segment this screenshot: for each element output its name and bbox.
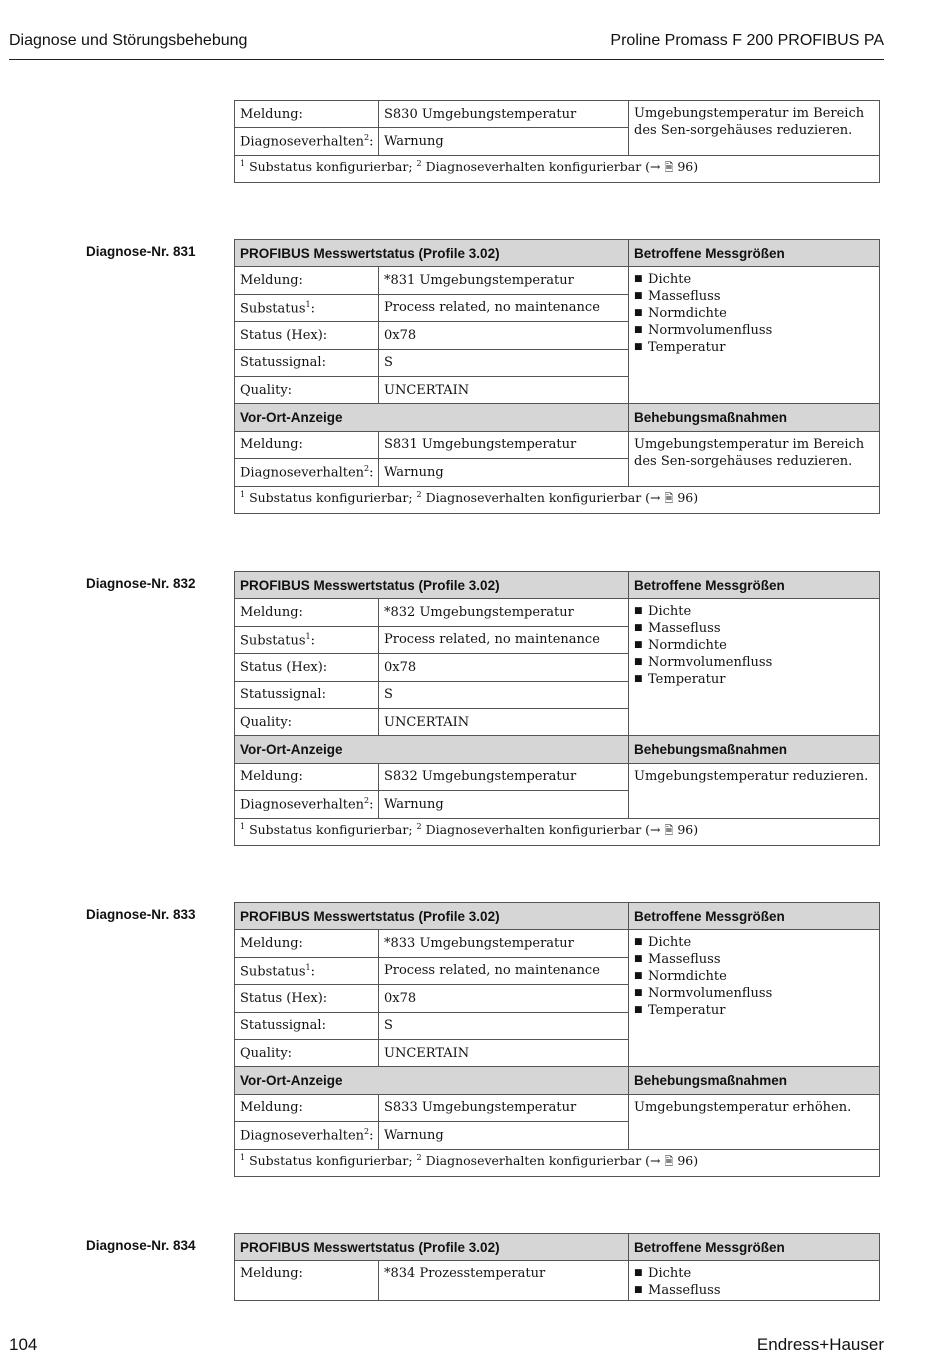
- diagnoseverhalten-value: Warnung: [379, 128, 629, 155]
- affected-variables-cell: [629, 1261, 880, 1301]
- affected-variables-list: [634, 1265, 874, 1299]
- profibus-status-header: PROFIBUS Messwertstatus (Profile 3.02): [235, 903, 629, 930]
- list-item: ■ Temperatur: [634, 671, 874, 688]
- diagnoseverhalten-value: Warnung: [379, 791, 629, 818]
- local-meldung-label: Meldung:: [235, 431, 379, 458]
- substatus-label: Substatus$^1$:: [235, 957, 379, 984]
- affected-variables-list: [634, 603, 874, 688]
- quality-value: UNCERTAIN: [379, 376, 629, 403]
- diagnosis-830-fragment-table: [234, 100, 880, 183]
- substatus-value: Process related, no maintenance: [379, 957, 629, 984]
- statussignal-label: Statussignal:: [235, 349, 379, 376]
- meldung-label: Meldung:: [235, 267, 379, 294]
- table-footnote: $^1$ Substatus konfigurierbar; $^2$ Diagnoseverhalten konfigurierbar (→ 🗎 96): [235, 1149, 880, 1176]
- page-header-product: Proline Promass F 200 PROFIBUS PA: [610, 32, 884, 49]
- local-meldung-value: S832 Umgebungstemperatur: [379, 763, 629, 790]
- local-display-header: Vor-Ort-Anzeige: [235, 1067, 629, 1094]
- document-icon: 🗎: [664, 492, 674, 506]
- status-hex-value: 0x78: [379, 322, 629, 349]
- substatus-label: Substatus$^1$:: [235, 626, 379, 653]
- meldung-value: *833 Umgebungstemperatur: [379, 930, 629, 957]
- statussignal-value: S: [379, 1012, 629, 1039]
- meldung-label: Meldung:: [235, 599, 379, 626]
- affected-variables-list: [634, 271, 874, 356]
- list-item: ■ Massefluss: [634, 288, 874, 305]
- list-item: ■ Normvolumenfluss: [634, 322, 874, 339]
- document-icon: 🗎: [664, 824, 674, 838]
- list-item: ■ Massefluss: [634, 951, 874, 968]
- diagnoseverhalten-value: Warnung: [379, 459, 629, 486]
- profibus-status-header: PROFIBUS Messwertstatus (Profile 3.02): [235, 240, 629, 267]
- list-item: ■ Dichte: [634, 603, 874, 620]
- meldung-value: *834 Prozesstemperatur: [379, 1261, 629, 1301]
- profibus-status-header: PROFIBUS Messwertstatus (Profile 3.02): [235, 1234, 629, 1261]
- status-hex-value: 0x78: [379, 985, 629, 1012]
- affected-variables-header: Betroffene Messgrößen: [629, 1234, 880, 1261]
- status-hex-label: Status (Hex):: [235, 985, 379, 1012]
- local-display-header: Vor-Ort-Anzeige: [235, 736, 629, 763]
- substatus-value: Process related, no maintenance: [379, 626, 629, 653]
- table-footnote: $^1$ Substatus konfigurierbar; $^2$ Diagnoseverhalten konfigurierbar (→ 🗎 96): [235, 818, 880, 845]
- affected-variables-cell: [629, 930, 880, 1067]
- diagnoseverhalten-label: Diagnoseverhalten$^2$:: [235, 459, 379, 486]
- meldung-label: Meldung:: [235, 101, 379, 128]
- affected-variables-list: [634, 934, 874, 1019]
- remedy-text: Umgebungstemperatur im Bereich des Sen-sorgehäuses reduzieren.: [629, 431, 880, 486]
- header-divider: [9, 59, 884, 60]
- local-display-header: Vor-Ort-Anzeige: [235, 404, 629, 431]
- remedy-text: Umgebungstemperatur im Bereich des Sen-sorgehäuses reduzieren.: [629, 101, 880, 156]
- remedy-header: Behebungsmaßnahmen: [629, 1067, 880, 1094]
- affected-variables-cell: [629, 599, 880, 736]
- profibus-status-header: PROFIBUS Messwertstatus (Profile 3.02): [235, 572, 629, 599]
- diagnosis-834-table: [234, 1233, 880, 1301]
- diagnosis-832-label: Diagnose-Nr. 832: [86, 576, 196, 591]
- status-hex-label: Status (Hex):: [235, 322, 379, 349]
- statussignal-label: Statussignal:: [235, 1012, 379, 1039]
- meldung-label: Meldung:: [235, 1261, 379, 1301]
- list-item: ■ Temperatur: [634, 1002, 874, 1019]
- list-item: ■ Normdichte: [634, 305, 874, 322]
- quality-value: UNCERTAIN: [379, 1039, 629, 1066]
- diagnosis-834-label: Diagnose-Nr. 834: [86, 1238, 196, 1253]
- meldung-label: Meldung:: [235, 930, 379, 957]
- meldung-value: S830 Umgebungstemperatur: [379, 101, 629, 128]
- statussignal-value: S: [379, 681, 629, 708]
- table-footnote: $^1$ Substatus konfigurierbar; $^2$ Diagnoseverhalten konfigurierbar (→ 🗎 96): [235, 486, 880, 513]
- remedy-header: Behebungsmaßnahmen: [629, 736, 880, 763]
- status-hex-value: 0x78: [379, 654, 629, 681]
- list-item: ■ Normvolumenfluss: [634, 654, 874, 671]
- quality-value: UNCERTAIN: [379, 708, 629, 735]
- list-item: ■ Normvolumenfluss: [634, 985, 874, 1002]
- affected-variables-cell: [629, 267, 880, 404]
- diagnoseverhalten-label: Diagnoseverhalten$^2$:: [235, 128, 379, 155]
- list-item: ■ Normdichte: [634, 968, 874, 985]
- quality-label: Quality:: [235, 1039, 379, 1066]
- diagnoseverhalten-label: Diagnoseverhalten$^2$:: [235, 791, 379, 818]
- brand-name: Endress+Hauser: [756, 1335, 884, 1354]
- meldung-value: *831 Umgebungstemperatur: [379, 267, 629, 294]
- remedy-text: Umgebungstemperatur reduzieren.: [629, 763, 880, 818]
- list-item: ■ Normdichte: [634, 637, 874, 654]
- local-meldung-label: Meldung:: [235, 1094, 379, 1121]
- diagnosis-833-table: [234, 902, 880, 1177]
- document-icon: 🗎: [664, 1155, 674, 1169]
- quality-label: Quality:: [235, 708, 379, 735]
- diagnosis-831-label: Diagnose-Nr. 831: [86, 244, 196, 259]
- remedy-text: Umgebungstemperatur erhöhen.: [629, 1094, 880, 1149]
- list-item: ■ Dichte: [634, 934, 874, 951]
- remedy-header: Behebungsmaßnahmen: [629, 404, 880, 431]
- meldung-value: *832 Umgebungstemperatur: [379, 599, 629, 626]
- list-item: ■ Dichte: [634, 1265, 874, 1282]
- statussignal-value: S: [379, 349, 629, 376]
- list-item: ■ Massefluss: [634, 620, 874, 637]
- substatus-value: Process related, no maintenance: [379, 294, 629, 321]
- statussignal-label: Statussignal:: [235, 681, 379, 708]
- quality-label: Quality:: [235, 376, 379, 403]
- list-item: ■ Massefluss: [634, 1282, 874, 1299]
- local-meldung-value: S833 Umgebungstemperatur: [379, 1094, 629, 1121]
- list-item: ■ Temperatur: [634, 339, 874, 356]
- list-item: ■ Dichte: [634, 271, 874, 288]
- affected-variables-header: Betroffene Messgrößen: [629, 240, 880, 267]
- table-footnote: $^1$ Substatus konfigurierbar; $^2$ Diagnoseverhalten konfigurierbar (→ 🗎 96): [235, 155, 880, 182]
- diagnosis-832-table: [234, 571, 880, 846]
- local-meldung-label: Meldung:: [235, 763, 379, 790]
- diagnoseverhalten-label: Diagnoseverhalten$^2$:: [235, 1122, 379, 1149]
- diagnosis-831-table: [234, 239, 880, 514]
- status-hex-label: Status (Hex):: [235, 654, 379, 681]
- page-number: 104: [9, 1335, 38, 1354]
- affected-variables-header: Betroffene Messgrößen: [629, 903, 880, 930]
- substatus-label: Substatus$^1$:: [235, 294, 379, 321]
- affected-variables-header: Betroffene Messgrößen: [629, 572, 880, 599]
- diagnosis-833-label: Diagnose-Nr. 833: [86, 907, 196, 922]
- diagnoseverhalten-value: Warnung: [379, 1122, 629, 1149]
- local-meldung-value: S831 Umgebungstemperatur: [379, 431, 629, 458]
- document-icon: 🗎: [664, 161, 674, 175]
- page-header-section: Diagnose und Störungsbehebung: [9, 32, 248, 49]
